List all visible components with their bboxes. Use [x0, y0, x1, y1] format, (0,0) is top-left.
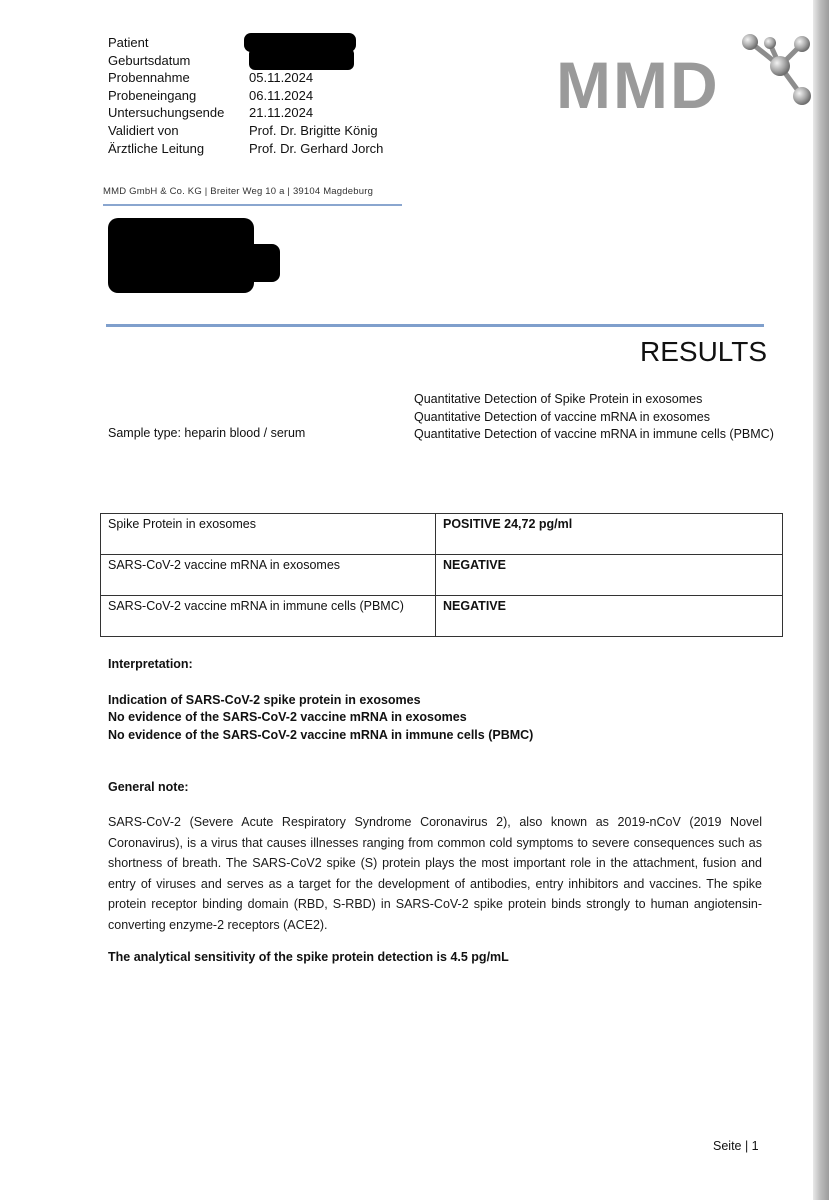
test-item: Quantitative Detection of vaccine mRNA in exosomes	[414, 409, 710, 424]
general-note-paragraph: SARS-CoV-2 (Severe Acute Respiratory Syndrome Coronavirus 2), also known as 2019-nCoV (2019 Novel Coronavirus), is a virus that causes illnesses ranging from common cold symptoms to severe consequences such as shortness of breath. The SARS-CoV2 spike (S) protein plays the most important role in the attachment, fusion and entry of viruses and serves as a target for the development of antibodies, entry inhibitors and vaccines. The spike protein receptor binding domain (RBD, S-RBD) in SARS-CoV-2 spike protein binds strongly to human angiotensin-converting enzyme-2 receptors (ACE2).	[108, 815, 762, 932]
molecule-logo-icon	[736, 30, 816, 110]
table-row	[101, 555, 783, 596]
result-cell: NEGATIVE	[436, 555, 783, 596]
label-sampling: Probennahme	[108, 70, 190, 86]
value-validated-by: Prof. Dr. Brigitte König	[249, 122, 378, 138]
result-cell: NEGATIVE	[436, 596, 783, 637]
table-row	[101, 596, 783, 637]
interpretation-line: No evidence of the SARS-CoV-2 vaccine mRNA in immune cells (PBMC)	[108, 727, 534, 742]
label-exam-end: Untersuchungsende	[108, 105, 225, 121]
interpretation-line: Indication of SARS-CoV-2 spike protein in exosomes	[108, 693, 421, 707]
sample-type: Sample type: heparin blood / serum	[108, 426, 306, 440]
label-patient: Patient	[108, 35, 149, 50]
tests-list	[414, 391, 774, 444]
test-name-cell: SARS-CoV-2 vaccine mRNA in immune cells (PBMC)	[101, 596, 436, 637]
general-note-heading: General note:	[108, 780, 189, 794]
redaction-birthdate	[249, 48, 354, 70]
test-item: Quantitative Detection of Spike Protein in exosomes	[414, 392, 703, 406]
label-medical-director: Ärztliche Leitung	[108, 140, 205, 156]
test-item: Quantitative Detection of vaccine mRNA in immune cells (PBMC)	[414, 427, 774, 442]
address-divider	[103, 204, 402, 206]
section-divider	[106, 324, 764, 327]
interpretation-heading: Interpretation:	[108, 657, 193, 671]
table-row	[101, 514, 783, 555]
result-cell: POSITIVE 24,72 pg/ml	[436, 514, 783, 555]
lab-address: MMD GmbH & Co. KG | Breiter Weg 10 a | 39104 Magdeburg	[103, 186, 374, 197]
header-labels	[108, 34, 224, 157]
sensitivity-statement: The analytical sensitivity of the spike protein detection is 4.5 pg/mL	[108, 950, 509, 964]
page-edge-shadow	[813, 0, 829, 1200]
test-name-cell: SARS-CoV-2 vaccine mRNA in exosomes	[101, 555, 436, 596]
value-sampling: 05.11.2024	[249, 70, 314, 86]
interpretation-line: No evidence of the SARS-CoV-2 vaccine mRNA in exosomes	[108, 710, 467, 725]
results-table	[100, 513, 783, 637]
redaction-recipient-address	[108, 218, 254, 293]
label-receipt: Probeneingang	[108, 87, 197, 103]
redaction-recipient-address-tail	[240, 244, 280, 282]
mmd-logo-text: MMD	[556, 48, 720, 122]
value-exam-end: 21.11.2024	[249, 105, 314, 121]
test-name-cell: Spike Protein in exosomes	[101, 514, 436, 555]
page-number: Seite | 1	[713, 1139, 759, 1153]
value-receipt: 06.11.2024	[249, 87, 314, 103]
interpretation-list	[108, 692, 533, 744]
page-title: RESULTS	[640, 336, 768, 367]
value-medical-director: Prof. Dr. Gerhard Jorch	[249, 140, 384, 156]
label-birthdate: Geburtsdatum	[108, 52, 191, 68]
label-validated-by: Validiert von	[108, 122, 179, 138]
